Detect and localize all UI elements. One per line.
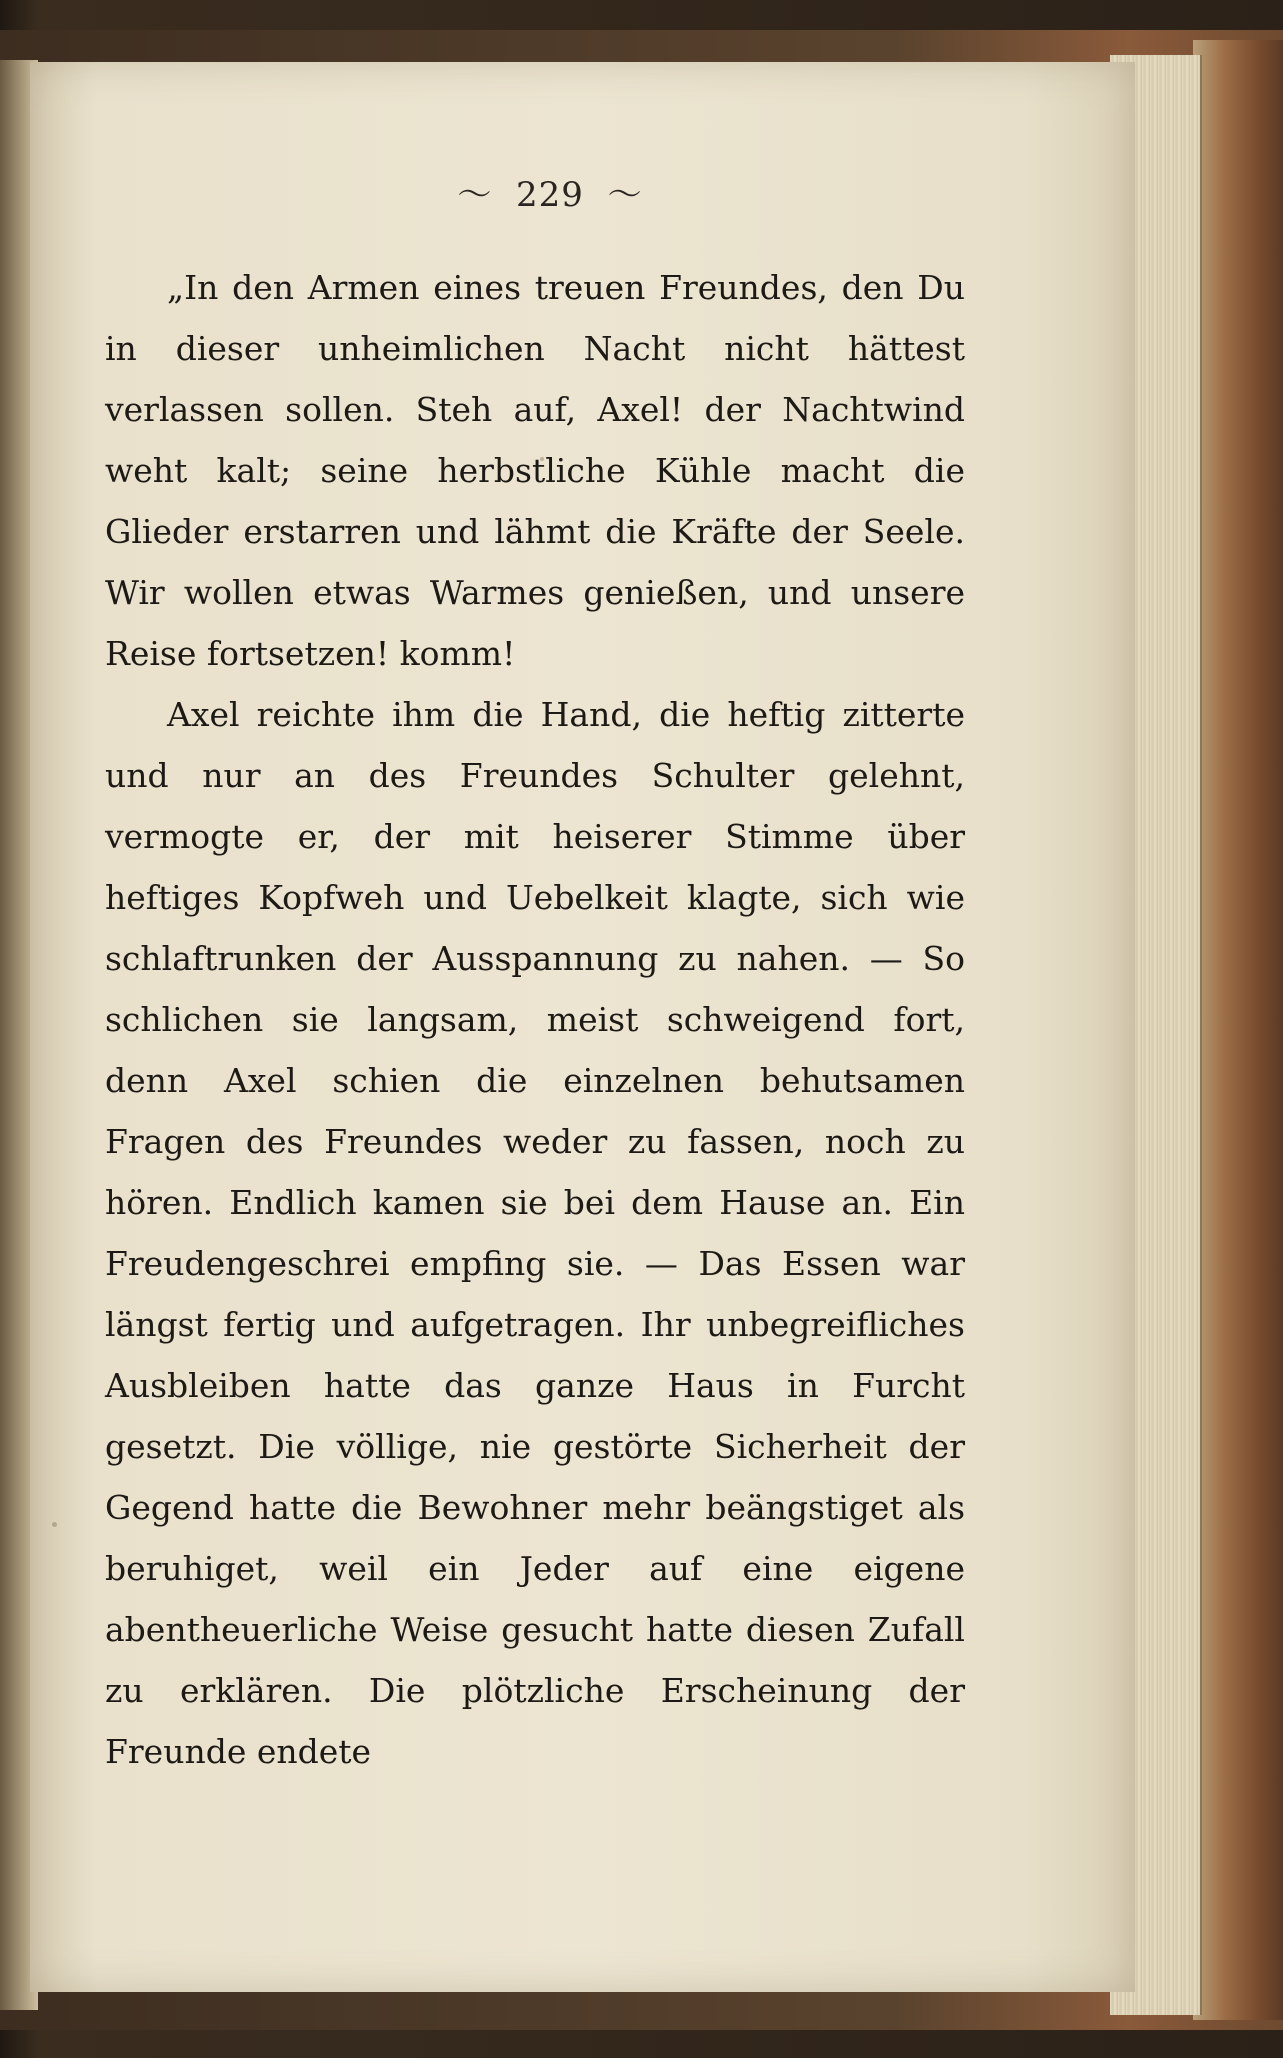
paper-speck — [540, 457, 544, 461]
paragraph: Axel reichte ihm die Hand, die heftig zitterte und nur an des Freundes Schulter gelehnt, vermogte er, der mit heiserer Stimme über heftiges Kopfweh und Uebelkeit klagte, sich wie schlaftrunken der Ausspannung zu nahen. — So schlichen sie langsam, meist schweigend fort, denn Axel schien die einzelnen behutsamen Fragen des Freundes weder zu fassen, noch zu hören. Endlich kamen sie bei dem Hause an. Ein Freudengeschrei empfing sie. — Das Essen war längst fertig und aufgetragen. Ihr unbegreifliches Ausbleiben hatte das ganze Haus in Furcht gesetzt. Die völlige, nie gestörte Sicherheit der Gegend hatte die Bewohner mehr beängstiget als beruhiget, weil ein Jeder auf eine eigene abentheuerliche Weise gesucht hatte diesen Zufall zu erklären. Die plötzliche Erscheinung der Freunde endete — [105, 695, 965, 1771]
cover-edge — [1193, 40, 1283, 2020]
page-number-ornament-left: 〜 — [457, 175, 517, 215]
page-number-text: 229 — [516, 175, 584, 215]
book-page — [30, 62, 1135, 1992]
body-text — [105, 257, 965, 1782]
page-number — [420, 167, 680, 216]
page-number-ornament-right: 〜 — [583, 175, 643, 215]
paragraph: „In den Armen eines treuen Freundes, den Du in dieser unheimlichen Nacht nicht hättest verlassen sollen. Steh auf, Axel! der Nachtwind weht kalt; seine herbstliche Kühle macht die Glieder erstarren und lähmt die Kräfte der Seele. Wir wollen etwas Warmes genießen, und unsere Reise fortsetzen! komm! — [105, 268, 965, 673]
paper-speck — [910, 717, 913, 720]
paper-speck — [52, 1522, 57, 1527]
